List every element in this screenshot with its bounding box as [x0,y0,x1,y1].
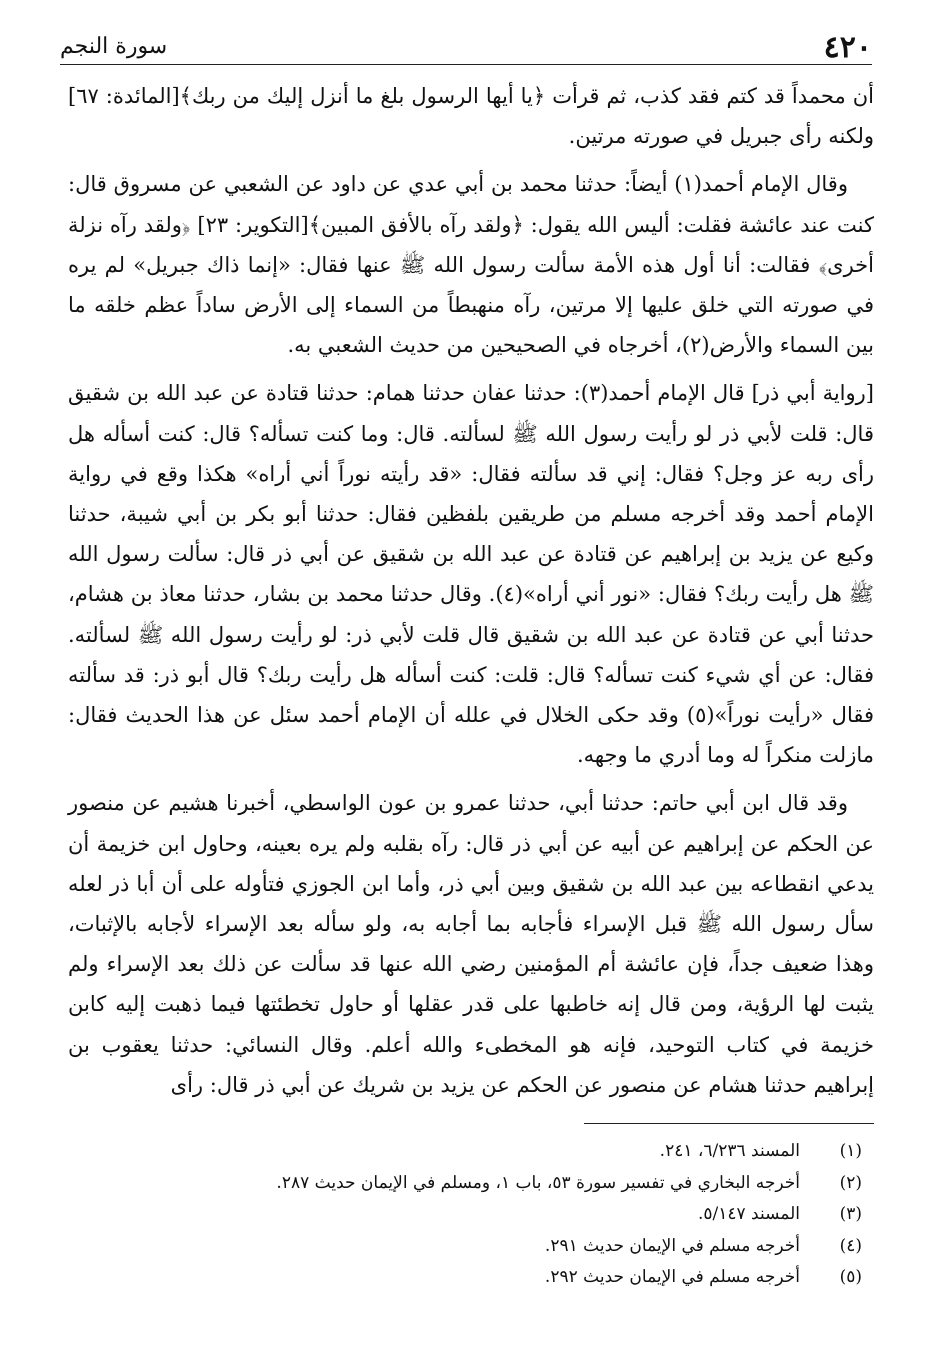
footnote-text: أخرجه مسلم في الإيمان حديث ٢٩١. [544,1235,800,1256]
surah-title: سورة النجم [60,34,168,59]
main-text [68,76,874,1105]
paragraph-continuation: أن محمداً قد كتم فقد كذب، ثم قرأت ﴿يا أيها الرسول بلغ ما أنزل إليك من ربك﴾[المائدة: ٦٧] ولكنه رأى جبريل في صورته مرتين. [68,84,874,149]
footnote-text: أخرجه البخاري في تفسير سورة ٥٣، باب ١، ومسلم في الإيمان حديث ٢٨٧. [276,1172,800,1193]
footnote-item [82,1168,862,1200]
footnotes [82,1136,862,1294]
page-header [60,28,872,65]
footnote-number: (٣) [839,1204,862,1224]
footnote-number: (٥) [839,1267,862,1287]
paragraph-masruq-narration: وقال الإمام أحمد(١) أيضاً: حدثنا محمد بن أبي عدي عن داود عن الشعبي عن مسروق قال: كنت عند عائشة فقلت: أليس الله يقول: ﴿ولقد رآه بالأفق المبين﴾[التكوير: ٢٣] ﴿ولقد رآه نزلة أخرى﴾ فقالت: أنا أول هذه الأمة سألت رسول الله ﷺ عنها فقال: «إنما ذاك جبريل» لم يره في صورته التي خلق عليها إلا مرتين، رآه منهبطاً من السماء إلى الأرض ساداً عظم خلقه ما بين السماء والأرض(٢)، أخرجاه في الصحيحين من حديث الشعبي به. [68,172,874,358]
footnote-item [82,1199,862,1231]
footnote-item [82,1231,862,1263]
footnote-text: المسند ٥/١٤٧. [697,1204,800,1224]
footnote-text: المسند ٦/٢٣٦، ٢٤١. [659,1141,800,1161]
footnote-number: (٤) [839,1235,862,1256]
paragraph-abu-dharr-narration: [رواية أبي ذر] قال الإمام أحمد(٣): حدثنا عفان حدثنا همام: حدثنا قتادة عن عبد الله بن شقيق قال: قلت لأبي ذر لو رأيت رسول الله ﷺ لسألته. قال: وما كنت تسأله؟ قال: كنت أسأله هل رأى ربه عز وجل؟ فقال: إني قد سألته فقال: «قد رأيته نوراً أني أراه» هكذا وقع في رواية الإمام أحمد وقد أخرجه مسلم من طريقين بلفظين فقال: حدثنا أبو بكر بن أبي شيبة، حدثنا وكيع عن يزيد بن إبراهيم عن قتادة عن عبد الله بن شقيق عن أبي ذر قال: سألت رسول الله ﷺ هل رأيت ربك؟ فقال: «نور أني أراه»(٤). وقال حدثنا محمد بن بشار، حدثنا معاذ بن هشام، حدثنا أبي عن قتادة عن عبد الله بن شقيق قال قلت لأبي ذر: لو رأيت رسول الله ﷺ لسألته. فقال: عن أي شيء كنت تسأله؟ قال: قلت: كنت أسأله هل رأيت ربك؟ قال أبو ذر: قد سألته فقال «رأيت نوراً»(٥) وقد حكى الخلال في علله أن الإمام أحمد سئل عن هذا الحديث فقال: مازلت منكراً له وما أدري ما وجهه. [68,381,875,768]
paragraph-ibn-abi-hatim: وقد قال ابن أبي حاتم: حدثنا أبي، حدثنا عمرو بن عون الواسطي، أخبرنا هشيم عن منصور عن الحكم عن إبراهيم عن أبيه عن أبي ذر قال: رآه بقلبه ولم يره بعينه، وحاول ابن خزيمة أن يدعي انقطاعه بين عبد الله بن شقيق وبين أبي ذر، وأما ابن الجوزي فتأوله على أن أبا ذر لعله سأل رسول الله ﷺ قبل الإسراء فأجابه بما أجابه به، ولو سأله بعد الإسراء لأجابه بالإثبات، وهذا ضعيف جداً، فإن عائشة أم المؤمنين رضي الله عنها قد سألت عن ذلك بعد الإسراء ولم يثبت لها الرؤية، ومن قال إنه خاطبها على قدر عقلها أو حاول تخطئتها فيما ذهبت إليه كابن خزيمة في كتاب التوحيد، فإنه هو المخطىء والله أعلم. وقال النسائي: حدثنا يعقوب بن إبراهيم حدثنا هشام عن منصور عن الحكم عن يزيد بن شريك عن أبي ذر قال: رأى [68,791,874,1097]
footnote-item [82,1262,862,1294]
page-number: ٤٢٠ [823,30,872,65]
footnote-text: أخرجه مسلم في الإيمان حديث ٢٩٢. [544,1267,800,1287]
footnote-item [82,1136,862,1168]
footnote-number: (١) [839,1141,862,1161]
footnote-number: (٢) [839,1172,862,1193]
footnote-divider [584,1123,874,1124]
